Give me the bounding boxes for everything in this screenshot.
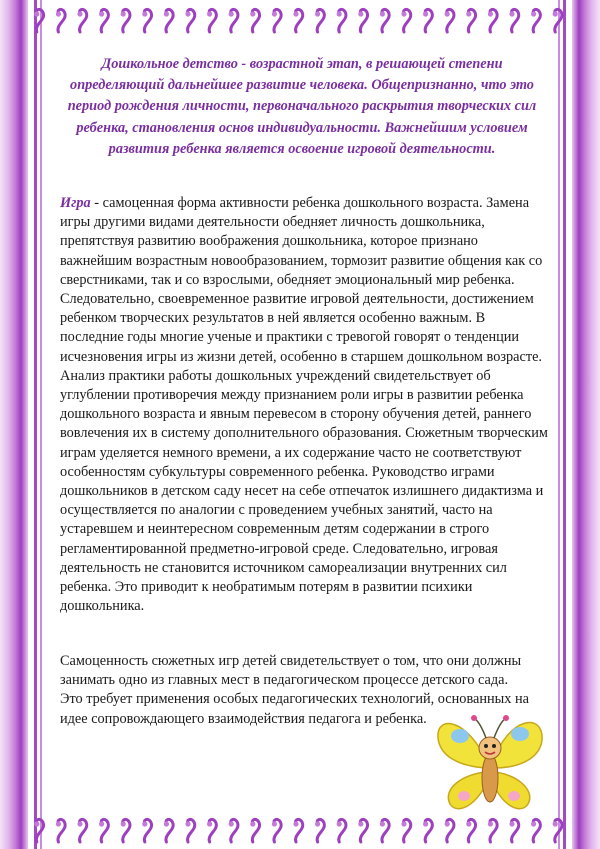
intro-heading: Дошкольное детство - возрастной этап, в решающей степени определяющий дальнейшее развитие человека. Общепризнанно, что это период рождения личности, первоначального раскрытия творческих сил ребенка, становления основ индивидуальности. Важнейшим условием развития ребенка является освоение игровой деятельности. [67,56,537,157]
curl-icon [250,819,259,842]
curl-icon [142,9,151,32]
curl-icon [142,819,151,842]
curl-icon [509,819,518,842]
curl-icon [185,9,194,32]
curl-icon [380,9,389,32]
curl-icon [207,819,216,842]
lead-word: Игра [60,195,91,211]
curl-icon [272,819,281,842]
curl-icon [56,9,65,32]
left-border [0,0,28,849]
curl-icon [229,9,238,32]
curl-icon [401,9,410,32]
right-border [572,0,600,849]
curl-icon [337,819,346,842]
curl-icon [250,9,259,32]
curl-icon [293,9,302,32]
curl-icon [272,9,281,32]
curl-icon [423,819,432,842]
curl-icon [121,9,130,32]
curl-icon [466,9,475,32]
left-border-line [34,0,37,849]
curl-icon [466,819,475,842]
curl-icon [401,819,410,842]
curl-icon [185,819,194,842]
curl-icon [531,9,540,32]
left-border-line-inner [40,0,42,849]
curl-icon [380,819,389,842]
curl-icon [315,9,324,32]
curl-icon [293,819,302,842]
right-border-line-inner [558,0,560,849]
curl-icon [207,9,216,32]
curl-icon [121,819,130,842]
butterfly-icon [428,708,550,818]
right-border-line [563,0,566,849]
curl-icon [553,819,562,842]
curl-icon [358,9,367,32]
curl-icon [445,819,454,842]
curl-icon [34,819,43,842]
paragraph-1-text: - самоценная форма активности ребенка дошкольного возраста. Замена игры другими видами деятельности обедняет личность дошкольника, препятствуя развитию воображения дошкольника, которое признано важнейшим возрастным новообразованием, тормозит развитие общения как со сверстниками, так и со взрослыми, обедняет эмоциональный мир ребенка. Следовательно, своевременное развитие игровой деятельности, достижением ребенком творческих результатов в ней является особенно важным. В последние годы многие ученые и практики с тревогой говорят о тенденции исчезновения игры из жизни детей, особенно в старшем дошкольном возрасте. Анализ практики работы дошкольных учреждений свидетельствует об углублении противоречия между признанием роли игры в развитии ребенка дошкольного возраста и явным перевесом в сторону обучения детей, раннего вовлечения их в систему дополнительного образования. Сюжетным творческим играм уделяется немного времени, а их содержание часто не соответствуют особенностям субкультуры современного ребенка. Руководство играми дошкольников в детском саду несет на себе отпечаток излишнего дидактизма и осуществляется по аналогии с проведением учебных занятий, часто на устаревшем и неинтересном современным детям содержании в строго регламентированной предметно-игровой среде. Следовательно, игровая деятельность не становится источником самореализации внутренних сил ребенка. Это приводит к необратимым потерям в развитии психики дошкольника. [60,195,548,615]
paragraph-2: Самоценность сюжетных игр детей свидетельствует о том, что они должны занимать одно из главных мест в педагогическом процессе детского сада. Это требует применения особых педагогических технологий, основанных на идее сопровождающего взаимодействия педагога и ребенка. [60,653,529,727]
curl-icon [164,9,173,32]
curl-icon [553,9,562,32]
curl-icon [229,819,238,842]
curl-icon [99,819,108,842]
curl-icon [99,9,108,32]
curl-icon [77,819,86,842]
curl-icon [423,9,432,32]
curl-icon [531,819,540,842]
top-curl-border [30,2,570,36]
curl-icon [34,9,43,32]
curl-icon [77,9,86,32]
curl-icon [56,819,65,842]
curl-icon [358,819,367,842]
curl-icon [445,9,454,32]
curl-icon [315,819,324,842]
curl-icon [488,9,497,32]
paragraph-1 [60,194,548,616]
curl-icon [488,819,497,842]
curl-icon [509,9,518,32]
curl-icon [337,9,346,32]
curl-icon [164,819,173,842]
